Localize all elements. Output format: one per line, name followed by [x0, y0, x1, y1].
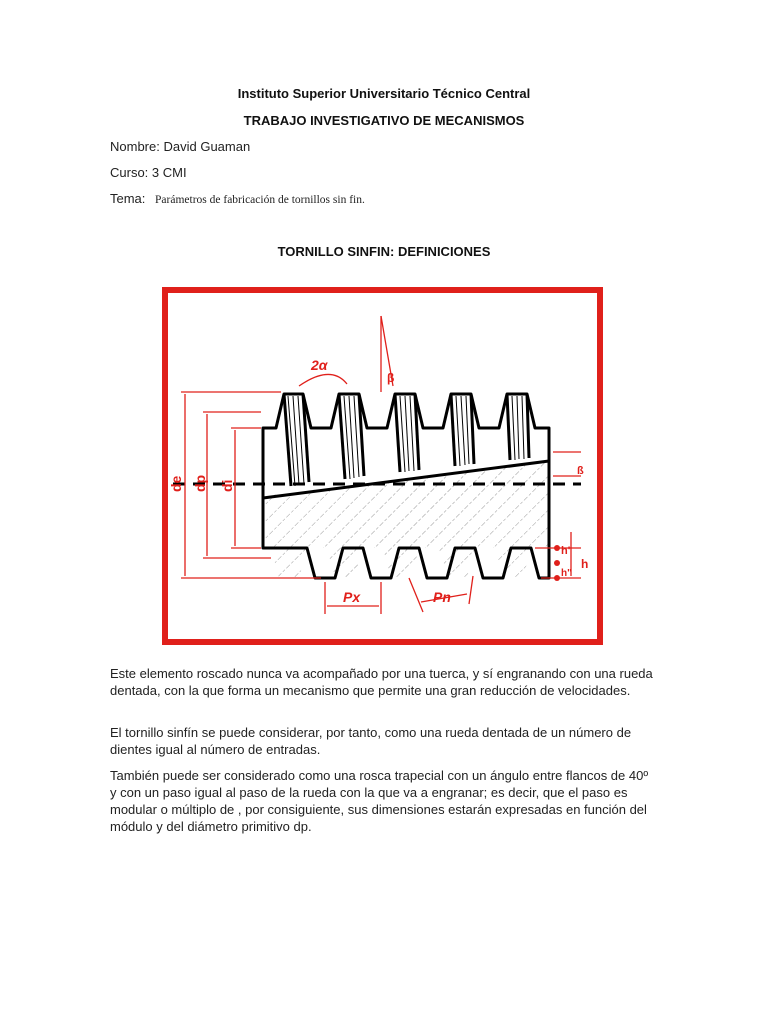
- topic-label: Tema:: [110, 191, 146, 206]
- topic-value: Parámetros de fabricación de tornillos sin fin.: [155, 194, 365, 206]
- label-de: de: [168, 475, 184, 492]
- hatched-section: [261, 456, 553, 586]
- label-dp: dp: [192, 474, 208, 492]
- institution-title: Instituto Superior Universitario Técnico Central: [237, 86, 531, 101]
- paragraph-1: Este elemento roscado nunca va acompañado por una tuerca, y sí engranando con una rueda dentada, con la que forma un mecanismo que permite una gran reducción de velocidades.: [110, 666, 653, 698]
- name-label: Nombre:: [110, 139, 160, 154]
- label-h-double-prime: h": [561, 568, 572, 579]
- name-field: [110, 139, 250, 154]
- section-title: TORNILLO SINFIN: DEFINICIONES: [277, 244, 491, 259]
- label-beta-top: β: [387, 371, 395, 385]
- course-value: 3 CMI: [151, 165, 187, 180]
- name-value: David Guaman: [163, 139, 251, 154]
- paragraph-3: También puede ser considerado como una rosca trapecial con un ángulo entre flancos de 40º y con un paso igual al paso de la rueda con la que va a engranar; es decir, que el paso es modular o múltiplo de , por consiguiente, sus dimensiones estarán expresadas en función del módulo y del diámetro primitivo dp.: [110, 768, 649, 834]
- label-px: Px: [343, 589, 361, 605]
- paragraph-2: El tornillo sinfín se puede considerar, por tanto, como una rueda dentada de un número de dientes igual al número de entradas.: [110, 725, 632, 757]
- label-h: h: [581, 557, 589, 571]
- label-h-prime: h': [561, 545, 571, 557]
- label-beta-right: ß: [577, 465, 584, 477]
- label-di: di: [219, 479, 235, 492]
- course-field: [110, 165, 187, 180]
- label-2alpha: 2α: [311, 357, 328, 373]
- assignment-title: TRABAJO INVESTIGATIVO DE MECANISMOS: [243, 113, 525, 128]
- course-label: Curso:: [110, 165, 149, 180]
- label-pn: Pn: [433, 589, 451, 605]
- dimension-dots: [554, 545, 560, 581]
- worm-screw-diagram: [161, 286, 604, 646]
- topic-field: [110, 191, 365, 206]
